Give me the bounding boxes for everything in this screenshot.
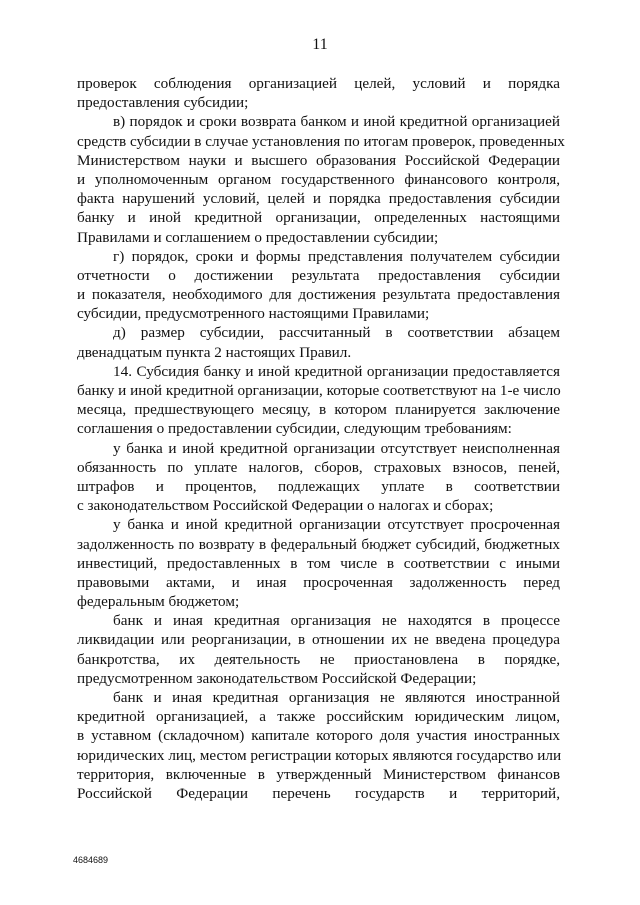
text-line: факта нарушений условий, целей и порядка предоставления субсидии bbox=[77, 190, 560, 208]
text-line: банку и иной кредитной организации, которые соответствуют на 1-е число bbox=[77, 382, 561, 399]
text-line: и показателя, необходимого для достижения результата предоставления bbox=[77, 286, 560, 304]
text-line: задолженность по возврату в федеральный бюджет субсидий, бюджетных bbox=[77, 535, 560, 553]
text-line: банк и иная кредитная организация не находятся в процессе bbox=[113, 612, 560, 630]
text-line: 14. Субсидия банку и иной кредитной организации предоставляется bbox=[113, 362, 560, 380]
text-line: проверок соблюдения организацией целей, условий и порядка bbox=[77, 75, 560, 92]
text-line: банк и иная кредитная организация не являются иностранной bbox=[113, 689, 560, 706]
text-line: двенадцатым пункта 2 настоящих Правил. bbox=[77, 343, 352, 361]
text-line: г) порядок, сроки и формы представления получателем субсидии bbox=[113, 247, 560, 265]
text-line: Российской Федерации перечень государств и территорий, bbox=[77, 784, 560, 802]
text-line: субсидии, предусмотренного настоящими Правилами; bbox=[77, 305, 430, 323]
text-line: обязанность по уплате налогов, сборов, страховых взносов, пеней, bbox=[77, 458, 560, 476]
text-line: правовыми актами, и иная просроченная задолженность перед bbox=[77, 573, 560, 591]
text-line: Правилами и соглашением о предоставлении субсидии; bbox=[77, 228, 439, 246]
text-line: юридических лиц, местом регистрации которых являются государство или bbox=[77, 746, 562, 764]
text-line: и уполномоченным органом государственного финансового контроля, bbox=[77, 170, 560, 188]
text-line: банку и иной кредитной организации, определенных настоящими bbox=[77, 209, 560, 227]
text-line: у банка и иной кредитной организации отсутствует неисполненная bbox=[113, 439, 560, 457]
text-line: предусмотренном законодательством Российской Федерации; bbox=[77, 669, 477, 687]
text-line: соглашения о предоставлении субсидии, следующим требованиям: bbox=[77, 420, 512, 438]
text-line: Министерством науки и высшего образования Российской Федерации bbox=[77, 151, 560, 169]
text-line: у банка и иной кредитной организации отсутствует просроченная bbox=[113, 516, 560, 534]
text-line: ликвидации или реорганизации, в отношении их не введена процедура bbox=[77, 631, 560, 649]
text-line: федеральным бюджетом; bbox=[77, 593, 240, 611]
document-code: 4684689 bbox=[73, 855, 109, 865]
text-line: в) порядок и сроки возврата банком и иной кредитной организацией bbox=[113, 113, 560, 131]
text-line: кредитной организацией, а также российским юридическим лицом, bbox=[77, 708, 560, 726]
text-line: территория, включенные в утвержденный Министерством финансов bbox=[77, 765, 560, 783]
page-number: 11 bbox=[312, 36, 328, 53]
text-line: с законодательством Российской Федерации о налогах и сборах; bbox=[77, 497, 494, 515]
text-line: банкротства, их деятельность не приостановлена в порядке, bbox=[77, 650, 560, 668]
text-line: средств субсидии в случае установления по итогам проверок, проведенных bbox=[77, 132, 565, 150]
text-line: предоставления субсидии; bbox=[77, 94, 249, 112]
text-line: д) размер субсидии, рассчитанный в соответствии абзацем bbox=[113, 324, 560, 342]
text-line: отчетности о достижении результата предоставления субсидии bbox=[77, 266, 560, 284]
text-line: месяца, предшествующего месяцу, в котором планируется заключение bbox=[77, 401, 560, 419]
text-line: инвестиций, предоставленных в том числе в соответствии с иными bbox=[77, 554, 560, 572]
text-line: штрафов и процентов, подлежащих уплате в соответствии bbox=[77, 477, 560, 495]
document-body bbox=[77, 74, 565, 803]
text-line: в уставном (складочном) капитале которого доля участия иностранных bbox=[77, 727, 560, 745]
